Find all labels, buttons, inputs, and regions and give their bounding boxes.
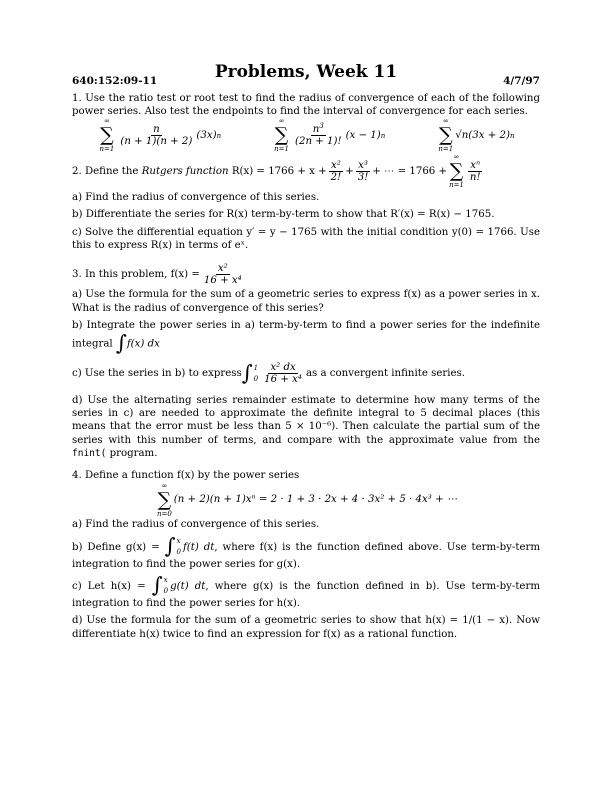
problem-4 bbox=[72, 469, 540, 641]
problem-4-series: ∞ ∑ n=0 (n + 2)(n + 1)xⁿ = 2 · 1 + 3 · 2x + 4 · 3x² + 5 · 4x³ + ⋯ bbox=[156, 481, 458, 518]
problem-1-series bbox=[72, 119, 540, 153]
problem-1 bbox=[72, 92, 540, 153]
sum-symbol: ∞ ∑ n=1 bbox=[274, 117, 289, 154]
page-title: Problems, Week 11 bbox=[214, 62, 398, 82]
problem-2b: b) Differentiate the series for R(x) term-by-term to show that R′(x) = R(x) − 1765. bbox=[72, 209, 495, 221]
problem-3d: d) Use the alternating series remainder estimate to determine how many terms of the series in c) are needed to approximate the definite integral to 5 decimal places (this means that the error must be less than 5 × 10⁻⁶). Then calculate the partial sum of the series with this number of terms, and compare with the approximate value from the fnint( program. bbox=[72, 394, 540, 460]
integral-sign: ∫ bbox=[115, 330, 127, 355]
series-a: ∞ ∑ n=1 $\frac{n}{(n + 1)(n + 2)}$ (3x) n bbox=[99, 117, 222, 154]
sum-symbol: ∞ ∑ n=1 bbox=[99, 117, 115, 154]
series-a-fraction: $\frac{n}{(n + 1)(n + 2)}$ bbox=[120, 124, 193, 148]
problem-1-text: 1. Use the ratio test or root test to find the radius of convergence of each of the following power series. Also test the endpoints to find the interval of convergence for each series. bbox=[72, 93, 540, 118]
series-b-fraction: $\frac{n^3}{(2n + 1)!}$ bbox=[294, 122, 342, 148]
problem-3a: a) Use the formula for the sum of a geometric series to express f(x) as a power series in x. What is the radius of convergence of this series? bbox=[72, 289, 540, 314]
problem-4c: c) Let h(x) = ∫ x 0 g(t) dt, where g(x) is the function defined in b). Use term-by-term integration to find the power series for h(x). bbox=[72, 573, 540, 609]
problem-4d: d) Use the formula for the sum of a geometric series to show that h(x) = 1/(1 − x). Now differentiate h(x) twice to find an expression for f(x) as a rational function. bbox=[72, 615, 540, 640]
header-date: 4/7/97 bbox=[503, 75, 540, 87]
integral-sign: ∫ x 0 bbox=[164, 534, 181, 558]
problem-2-intro: 2. Define the Rutgers function R(x) = 1766 + x + $\frac{\text{x²}}{2!}$ + $\frac{\text{x³}}{3!}$ + ⋯ = 1766 + ∞ ∑ n=1 $\frac{\text{xⁿ}}{n!}$ bbox=[72, 153, 481, 190]
problem-4b: b) Define g(x) = ∫ x 0 f(t) dt, where f(x) is the function defined above. Use term-by-term integration to find the power series for g(x). bbox=[72, 534, 540, 570]
page-header bbox=[72, 62, 540, 92]
integral-sign: ∫ 1 0 bbox=[241, 361, 259, 386]
integral-sign: ∫ x 0 bbox=[151, 573, 169, 598]
problem-3b: b) Integrate the power series in a) term-by-term to find a power series for the indefinite integral ∫ f(x) dx bbox=[72, 320, 540, 355]
course-code: 640:152:09-11 bbox=[72, 75, 158, 87]
problem-4-intro: 4. Define a function f(x) by the power series bbox=[72, 469, 300, 481]
problem-2a: a) Find the radius of convergence of this series. bbox=[72, 191, 320, 203]
problem-3-intro: 3. In this problem, f(x) = $\frac{\text{x²}}{\text{16 + x⁴}}$ bbox=[72, 262, 242, 286]
sum-symbol: ∞ ∑ n=1 bbox=[449, 153, 464, 190]
problem-2c: c) Solve the differential equation y′ = y − 1765 with the initial condition y(0) = 1766. Use this to express R(x) in terms of eˣ. bbox=[72, 226, 540, 252]
problem-3 bbox=[72, 260, 540, 460]
problem-3c: c) Use the series in b) to express ∫ 1 0 $\frac{\text{x² dx}}{\text{16 + x⁴}}$ as a convergent infinite series. bbox=[72, 361, 465, 386]
problem-2 bbox=[72, 153, 540, 253]
series-c: ∞ ∑ n=1 √n(3x + 2) n bbox=[438, 117, 515, 154]
sum-symbol: ∞ ∑ n=0 bbox=[156, 481, 172, 518]
problem-4a: a) Find the radius of convergence of this series. bbox=[72, 519, 320, 531]
document-page bbox=[72, 62, 540, 641]
sum-symbol: ∞ ∑ n=1 bbox=[438, 117, 454, 154]
series-b: ∞ ∑ n=1 $\frac{n^3}{(2n + 1)!}$ (x − 1) n bbox=[274, 117, 386, 154]
